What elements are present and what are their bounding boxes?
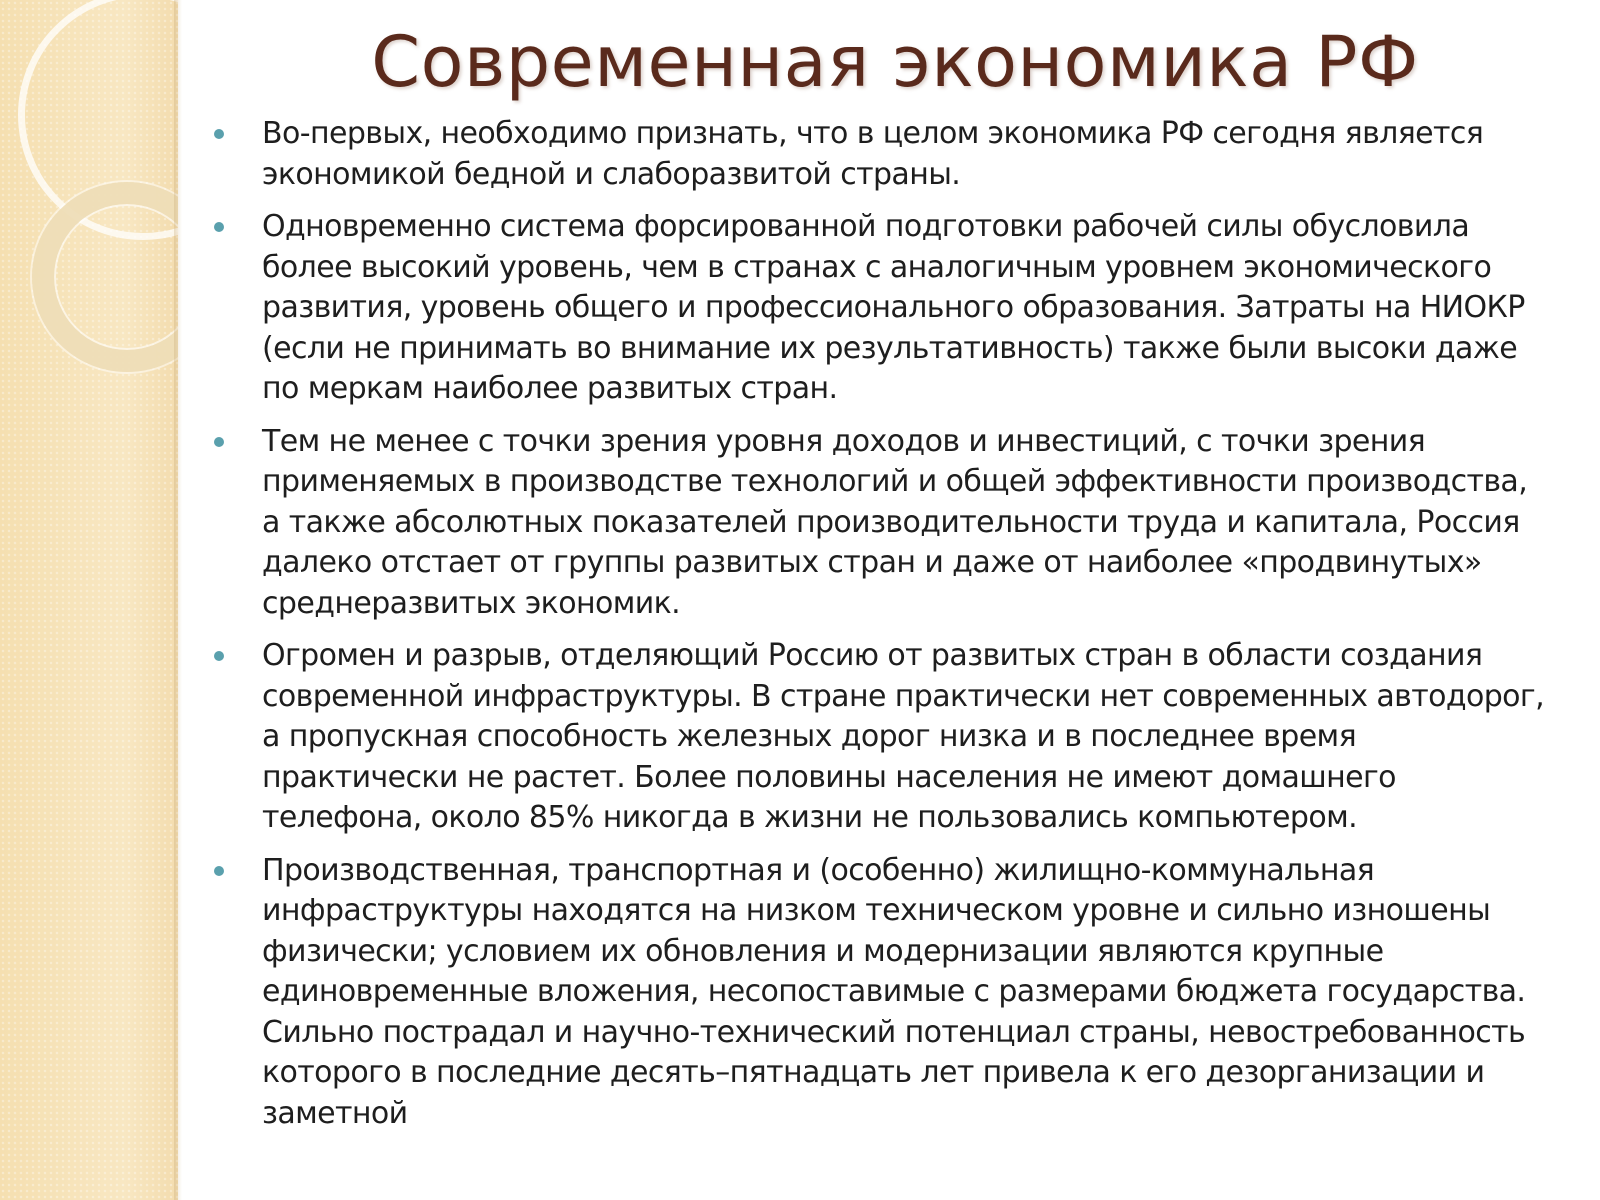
bullet-text: Одновременно система форсированной подготовки рабочей силы обусловила более высокий уровень, чем в странах с аналогичным уровнем экономического развития, уровень общего и профессионального образования. Затраты на НИОКР (если не принимать во внимание их результативность) также были высоки даже по меркам наиболее развитых стран. — [262, 209, 1525, 406]
bullet-list — [262, 114, 1552, 1146]
bullet-dot-icon — [214, 129, 224, 139]
bullet-item — [262, 636, 1552, 839]
bullet-text: Тем не менее с точки зрения уровня доходов и инвестиций, с точки зрения применяемых в производстве технологий и общей эффективности производства, а также абсолютных показателей производительности труда и капитала, Россия далеко отстает от группы развитых стран и даже от наиболее «продвинутых» среднеразвитых экономик. — [262, 423, 1528, 621]
bullet-dot-icon — [214, 651, 224, 661]
bullet-text: Во-первых, необходимо признать, что в целом экономика РФ сегодня является экономикой бедной и слаборазвитой страны. — [262, 116, 1484, 192]
bullet-item — [262, 114, 1552, 195]
bullet-item — [262, 851, 1552, 1135]
side-panel-edge — [174, 0, 182, 1200]
bullet-item — [262, 207, 1552, 410]
bullet-item — [262, 422, 1552, 625]
decorative-side-panel — [0, 0, 178, 1200]
bullet-dot-icon — [214, 866, 224, 876]
bullet-dot-icon — [214, 437, 224, 447]
bullet-dot-icon — [214, 222, 224, 232]
slide-title: Современная экономика РФ — [371, 21, 1419, 103]
decorative-ring-small — [32, 182, 178, 372]
bullet-text: Производственная, транспортная и (особенно) жилищно-коммунальная инфраструктуры находятся на низком техническом уровне и сильно изношены физически; условием их обновления и модернизации являются крупные единовременные вложения, несопоставимые с размерами бюджета государства. Сильно пострадал и научно-технический потенциал страны, невостребованность которого в последние десять–пятнадцать лет привела к его дезорганизации и заметной — [262, 852, 1526, 1131]
bullet-text: Огромен и разрыв, отделяющий Россию от развитых стран в области создания современной инфраструктуры. В стране практически нет современных автодорог, а пропускная способность железных дорог низка и в последнее время практически не растет. Более половины населения не имеют домашнего телефона, около 85% никогда в жизни не пользовались компьютером. — [262, 638, 1545, 835]
